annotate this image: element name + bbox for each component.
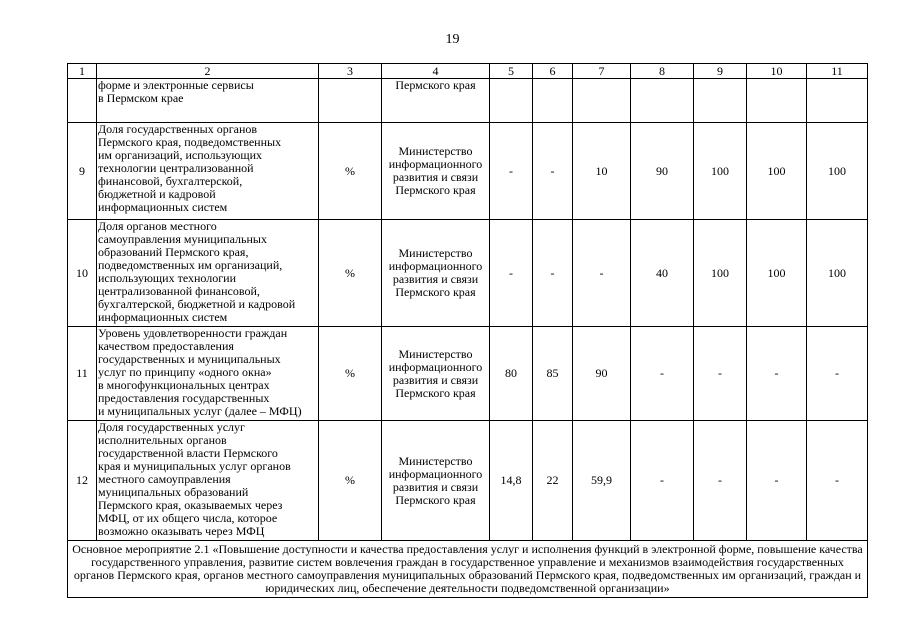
value-cell: 59,9 bbox=[573, 421, 631, 541]
value-cell: 100 bbox=[747, 220, 807, 327]
table-row bbox=[68, 220, 868, 327]
indicator-cell: Доля государственных услуг исполнительных органов государственной власти Пермского края и муниципальных услуг органов местного самоуправления муниципальных образований Пермского края, оказываемых через МФЦ, от их общего числа, которое возможно оказывать через МФЦ bbox=[97, 421, 319, 541]
value-cell: 22 bbox=[533, 421, 573, 541]
value-cell bbox=[631, 79, 694, 123]
value-cell: - bbox=[490, 220, 533, 327]
column-number: 3 bbox=[319, 64, 382, 79]
ministry-cell: Министерство информационного развития и связи Пермского края bbox=[382, 220, 490, 327]
value-cell: 100 bbox=[807, 220, 868, 327]
column-number: 11 bbox=[807, 64, 868, 79]
value-cell: 80 bbox=[490, 327, 533, 421]
value-cell: - bbox=[807, 327, 868, 421]
value-cell: - bbox=[807, 421, 868, 541]
column-number-row bbox=[68, 64, 868, 79]
page-number: 19 bbox=[445, 32, 460, 47]
column-number: 7 bbox=[573, 64, 631, 79]
ministry-cell: Министерство информационного развития и связи Пермского края bbox=[382, 123, 490, 220]
column-number: 5 bbox=[490, 64, 533, 79]
unit-cell bbox=[319, 79, 382, 123]
value-cell: 14,8 bbox=[490, 421, 533, 541]
value-cell: 85 bbox=[533, 327, 573, 421]
value-cell: 10 bbox=[573, 123, 631, 220]
value-cell: - bbox=[694, 421, 747, 541]
value-cell: - bbox=[747, 421, 807, 541]
value-cell bbox=[573, 79, 631, 123]
value-cell: - bbox=[533, 220, 573, 327]
row-number-cell: 9 bbox=[68, 123, 97, 220]
main-activity-row bbox=[68, 541, 868, 598]
column-number: 6 bbox=[533, 64, 573, 79]
continuation-row bbox=[68, 79, 868, 123]
ministry-cell: Министерство информационного развития и связи Пермского края bbox=[382, 327, 490, 421]
value-cell: 100 bbox=[694, 123, 747, 220]
column-number: 4 bbox=[382, 64, 490, 79]
value-cell: - bbox=[631, 421, 694, 541]
unit-cell: % bbox=[319, 123, 382, 220]
column-number: 10 bbox=[747, 64, 807, 79]
value-cell bbox=[747, 79, 807, 123]
row-number-cell: 10 bbox=[68, 220, 97, 327]
value-cell bbox=[807, 79, 868, 123]
value-cell: - bbox=[573, 220, 631, 327]
value-cell: 100 bbox=[807, 123, 868, 220]
unit-cell: % bbox=[319, 421, 382, 541]
column-number: 1 bbox=[68, 64, 97, 79]
indicators-table bbox=[67, 63, 868, 598]
column-number: 8 bbox=[631, 64, 694, 79]
ministry-cell: Пермского края bbox=[382, 79, 490, 123]
value-cell bbox=[490, 79, 533, 123]
value-cell bbox=[533, 79, 573, 123]
unit-cell: % bbox=[319, 327, 382, 421]
row-number-cell bbox=[68, 79, 97, 123]
value-cell: - bbox=[631, 327, 694, 421]
table-row bbox=[68, 421, 868, 541]
row-number-cell: 11 bbox=[68, 327, 97, 421]
ministry-cell: Министерство информационного развития и связи Пермского края bbox=[382, 421, 490, 541]
indicator-cell: Уровень удовлетворенности граждан качеством предоставления государственных и муниципальных услуг по принципу «одного окна» в многофункциональных центрах предоставления государственных и муниципальных услуг (далее – МФЦ) bbox=[97, 327, 319, 421]
value-cell: 90 bbox=[631, 123, 694, 220]
column-number: 2 bbox=[97, 64, 319, 79]
table-row bbox=[68, 123, 868, 220]
indicator-cell: Доля органов местного самоуправления муниципальных образований Пермского края, подведомственных им организаций, использующих технологии централизованной финансовой, бухгалтерской, бюджетной и кадровой информационных систем bbox=[97, 220, 319, 327]
main-activity-text: Основное мероприятие 2.1 «Повышение доступности и качества предоставления услуг и исполнения функций в электронной форме, повышение качества государственного управления, развитие систем вовлечения граждан в государственное управление и механизмов взаимодействия государственных органов Пермского края, органов местного самоуправления муниципальных образований Пермского края, подведомственных им организаций, граждан и юридических лиц, обеспечение деятельности подведомственной организации» bbox=[68, 541, 868, 598]
unit-cell: % bbox=[319, 220, 382, 327]
value-cell: - bbox=[490, 123, 533, 220]
value-cell: 100 bbox=[747, 123, 807, 220]
value-cell: 90 bbox=[573, 327, 631, 421]
value-cell: - bbox=[747, 327, 807, 421]
value-cell: 100 bbox=[694, 220, 747, 327]
value-cell bbox=[694, 79, 747, 123]
column-number: 9 bbox=[694, 64, 747, 79]
value-cell: - bbox=[533, 123, 573, 220]
value-cell: 40 bbox=[631, 220, 694, 327]
table-row bbox=[68, 327, 868, 421]
indicator-cell: форме и электронные сервисы в Пермском крае bbox=[97, 79, 319, 123]
indicator-cell: Доля государственных органов Пермского края, подведомственных им организаций, использующих технологии централизованной финансовой, бухгалтерской, бюджетной и кадровой информационных систем bbox=[97, 123, 319, 220]
value-cell: - bbox=[694, 327, 747, 421]
row-number-cell: 12 bbox=[68, 421, 97, 541]
